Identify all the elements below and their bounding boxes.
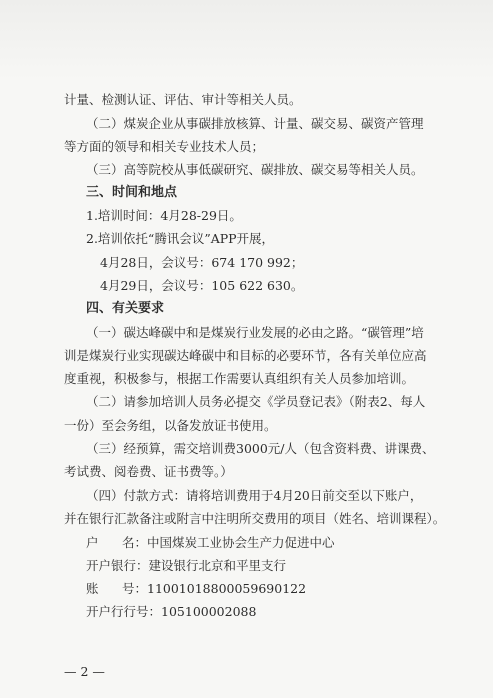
account-bank-code-value: 105100002088 (161, 604, 257, 619)
text-line: （一）碳达峰碳中和是煤炭行业发展的必由之路。“碳管理”培 (86, 325, 424, 340)
account-bank-value: 建设银行北京和平里支行 (148, 558, 287, 573)
text-line: 1.培训时间：4月28-29日。 (86, 208, 242, 223)
section-heading-time-location: 三、时间和地点 (86, 185, 178, 200)
text-line: 2.培训依托“腾讯会议”APP开展， (86, 231, 275, 246)
account-name-label: 户 (86, 535, 99, 550)
account-number-label: 账 (86, 581, 99, 596)
account-number-row (86, 581, 306, 597)
section-heading-requirements: 四、有关要求 (86, 301, 165, 316)
text-line: 4月28日，会议号：674 170 992； (100, 255, 304, 270)
text-line: 考试费、阅卷费、证书费等。） (64, 464, 233, 479)
text-line: （三）高等院校从事低碳研究、碳排放、碳交易等相关人员。 (86, 162, 424, 177)
text-line: 度重视，积极参与，根据工作需要认真组织有关人员参加培训。 (64, 371, 415, 386)
text-line: 训是煤炭行业实现碳达峰碳中和目标的必要环节，各有关单位应高 (64, 348, 427, 363)
text-line: （二）请参加培训人员务必提交《学员登记表》（附表2、每人 (86, 394, 426, 409)
text-line: （二）煤炭企业从事碳排放核算、计量、碳交易、碳资产管理 (86, 116, 424, 131)
account-number-value: 号：11001018800059690122 (122, 581, 307, 596)
account-name-value: 名：中国煤炭工业协会生产力促进中心 (122, 535, 335, 550)
text-line: （三）经预算，需交培训费3000元/人（包含资料费、讲课费、 (86, 441, 435, 456)
account-bank-code-label: 开户行行号： (86, 604, 162, 619)
scan-shade (0, 0, 493, 80)
account-bank-row (86, 558, 286, 574)
text-line: 计量、检测认证、评估、审计等相关人员。 (64, 92, 302, 107)
account-name-row (86, 535, 335, 551)
account-bank-label: 开户银行： (86, 558, 149, 573)
account-bank-code-row (86, 604, 256, 620)
text-line: 等方面的领导和相关专业技术人员； (64, 139, 265, 154)
page-number: — 2 — (64, 664, 105, 679)
text-line: 4月29日，会议号：105 622 630。 (100, 278, 304, 293)
text-line: 一份）至会务组，以备发放证书使用。 (64, 418, 277, 433)
text-line: （四）付款方式：请将培训费用于4月20日前交至以下账户， (86, 488, 423, 503)
text-line: 并在银行汇款备注或附言中注明所交费用的项目（姓名、培训课程）。 (64, 511, 446, 526)
